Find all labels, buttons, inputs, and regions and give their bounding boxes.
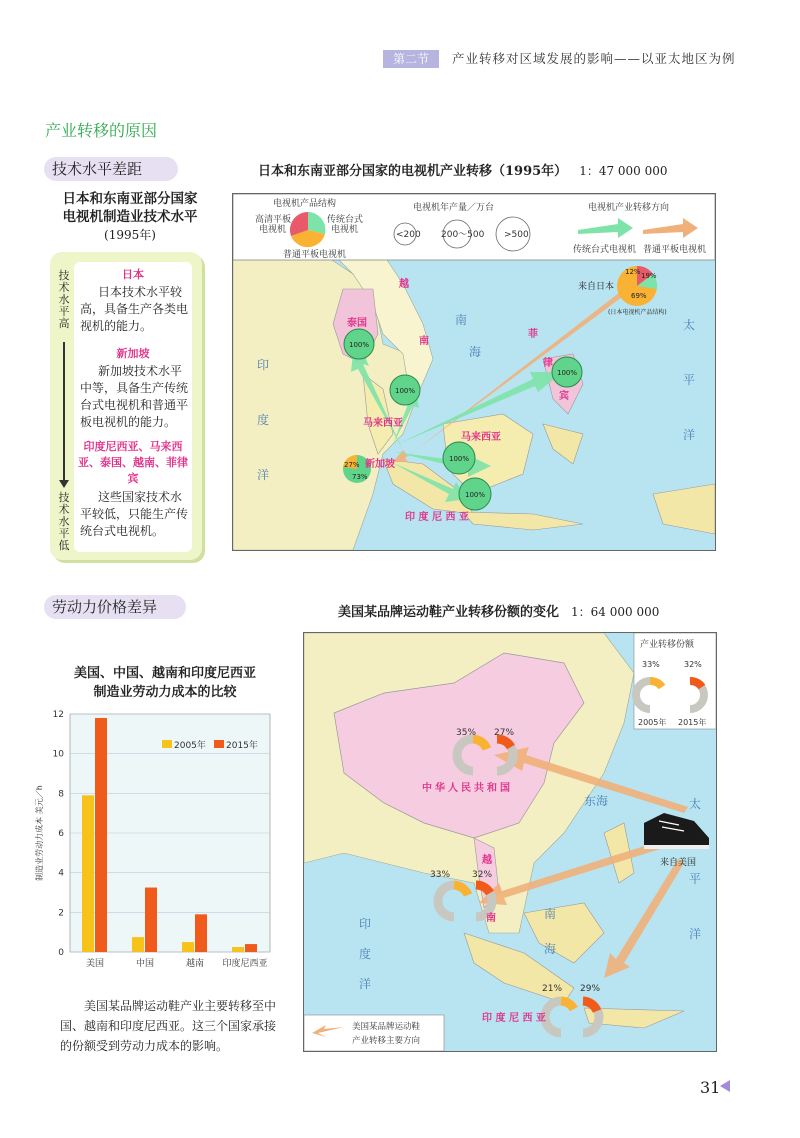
- south-sea-label-2: 海: [469, 345, 482, 359]
- shoe-map-svg: [304, 633, 716, 1051]
- tv-map-title: 日本和东南亚部分国家的电视机产业转移（1995年） 1：47 000 000: [258, 164, 668, 179]
- chart-xtick-label: 越南: [185, 959, 205, 969]
- from-usa-label: 来自美国: [660, 858, 697, 868]
- indonesia-label-2: 印 度 尼 西 亚: [482, 1013, 546, 1024]
- axis-low-label: 技术水平低: [58, 491, 70, 552]
- japan-pct-3: 69%: [631, 292, 647, 300]
- vietnam-label: 越: [399, 279, 409, 290]
- singapore-pct-2: 73%: [352, 473, 368, 481]
- axis-arrow-icon: [59, 480, 69, 488]
- malaysia-label: 马来西亚: [363, 418, 403, 429]
- indonesia-land-2: [524, 903, 604, 963]
- indian-ocean-2a: 印: [359, 917, 372, 931]
- share-legend-year-2005: 2005年: [638, 718, 667, 727]
- chart-xtick-label: 美国: [85, 959, 105, 969]
- vietnam-label-b: 南: [486, 913, 496, 924]
- chart-bar: [145, 888, 157, 952]
- tech-title-line1: 日本和东南亚部分国家: [62, 191, 198, 207]
- shoe-map-title: 美国某品牌运动鞋产业转移份额的变化 1：64 000 000: [338, 605, 660, 620]
- axis-line: [63, 342, 65, 482]
- china-pct-2005: 35%: [456, 728, 477, 738]
- labor-cost-chart: [30, 708, 275, 976]
- vietnam-label-2: 南: [419, 336, 429, 347]
- share-legend-title: 产业转移份额: [640, 640, 695, 650]
- chart-ytick-label: 8: [58, 789, 64, 800]
- chart-legend-label: 2015年: [226, 741, 258, 751]
- chart-bar: [82, 795, 94, 952]
- share-legend-pct-2005: 33%: [642, 660, 660, 669]
- pacific-2b: 平: [689, 872, 702, 886]
- pacific-1: 太: [683, 318, 696, 332]
- indian-ocean-2b: 度: [359, 947, 372, 961]
- block-others-heading: 印度尼西亚、马来西亚、泰国、越南、菲律宾: [78, 440, 188, 485]
- philippines-label-2: 律: [543, 358, 553, 369]
- chart-legend-swatch: [162, 740, 172, 748]
- legend-size-large-label: >500: [504, 230, 529, 240]
- labor-chart-title-1: 美国、中国、越南和印度尼西亚: [73, 666, 256, 681]
- labor-chart-svg: [30, 708, 275, 976]
- legend-size-small-label: <200: [396, 230, 421, 240]
- malaysia-label-2: 马来西亚: [461, 432, 501, 443]
- philippines-label: 菲: [528, 329, 538, 340]
- thailand-pct: 100%: [349, 341, 370, 349]
- chart-ytick-label: 2: [58, 908, 64, 919]
- legend-hd-flat: 高清平板: [255, 215, 292, 225]
- labor-chart-title-2: 制造业劳动力成本的比较: [93, 685, 237, 700]
- chart-legend-swatch: [214, 740, 224, 748]
- thailand-label: 泰国: [347, 318, 367, 329]
- indian-ocean-2: 度: [257, 413, 270, 427]
- share-legend-pct-2015: 32%: [684, 660, 702, 669]
- japan-pct-2: 19%: [641, 272, 657, 280]
- legend-size-mid-label: 200～500: [441, 230, 485, 240]
- legend-traditional-2: 电视机: [331, 225, 359, 235]
- chart-bar: [95, 718, 107, 952]
- east-sea-label: 东海: [584, 794, 609, 808]
- chart-ytick-label: 12: [52, 710, 64, 720]
- page-marker-icon: [720, 1080, 730, 1092]
- vietnam-pct-2015: 32%: [472, 870, 493, 880]
- chart-ytick-label: 10: [52, 749, 64, 760]
- tv-map-svg: [233, 194, 715, 550]
- legend-hd-flat-2: 电视机: [259, 225, 287, 235]
- china-pct-2015: 27%: [494, 728, 515, 738]
- labor-caption: 美国某品牌运动鞋产业主要转移至中国、越南和印度尼西亚。这三个国家承接的份额受到劳动力成本的影响。: [60, 999, 277, 1053]
- south-sea-label-2b: 海: [544, 942, 557, 956]
- topic-pill-technology: 技术水平差距: [44, 157, 178, 181]
- topic-pill-labor: 劳动力价格差异: [44, 595, 186, 619]
- chart-bar: [132, 937, 144, 952]
- chart-bar: [182, 942, 194, 952]
- from-japan-label: 来自日本: [578, 282, 615, 292]
- indonesia-pct-2015: 29%: [580, 984, 601, 994]
- legend-dir-normal-flat: 普通平板电视机: [643, 245, 707, 255]
- indian-ocean-2c: 洋: [359, 977, 372, 991]
- section-heading: 产业转移的原因: [45, 121, 158, 140]
- legend-normal-flat: 普通平板电视机: [283, 250, 347, 260]
- singapore-pct-1: 27%: [344, 461, 360, 469]
- japan-pct-1: 12%: [625, 268, 641, 276]
- new-guinea-land: [653, 484, 715, 534]
- indonesia-label: 印 度 尼 西 亚: [405, 512, 469, 523]
- tech-title-year: (1995年): [104, 228, 156, 242]
- block-japan-heading: 日本: [122, 268, 144, 281]
- section-tag: 第二节: [383, 50, 439, 68]
- tv-map-scale: 1：47 000 000: [579, 164, 668, 178]
- chart-xtick-label: 印度尼西亚: [222, 959, 268, 969]
- block-others-text: 这些国家技术水平较低，只能生产传统台式电视机。: [80, 490, 189, 538]
- malaysia-pct: 100%: [395, 387, 416, 395]
- share-legend-year-2015: 2015年: [678, 718, 707, 727]
- java-land: [463, 512, 583, 530]
- japan-note: (日本电视机产品结构): [608, 309, 667, 316]
- axis-high-label: 技术水平高: [58, 269, 70, 330]
- philippines-pct: 100%: [557, 369, 578, 377]
- legend-dir-traditional: 传统台式电视机: [573, 245, 637, 255]
- south-sea-label-2a: 南: [544, 907, 557, 921]
- legend-structure-title: 电视机产品结构: [273, 199, 337, 209]
- sulawesi-land: [543, 424, 583, 464]
- arrow-usa-to-indonesia: [604, 859, 684, 978]
- chapter-title: 产业转移对区域发展的影响——以亚太地区为例: [452, 51, 736, 66]
- block-singapore-heading: 新加坡: [116, 347, 150, 360]
- chart-ytick-label: 0: [58, 948, 64, 958]
- chart-ylabel: 制造业劳动力成本 美元／h: [35, 785, 44, 881]
- vietnam-label-a: 越: [482, 855, 492, 866]
- shoe-map-scale: 1：64 000 000: [571, 605, 660, 619]
- pacific-2c: 洋: [689, 927, 702, 941]
- shoe-arrow-legend-2: 产业转移主要方向: [352, 1036, 421, 1046]
- singapore-label: 新加坡: [365, 459, 395, 470]
- shoe-arrow-legend-1: 美国某品牌运动鞋: [352, 1022, 421, 1032]
- shoe-industry-map: [303, 632, 717, 1052]
- indonesia-pct: 100%: [465, 491, 486, 499]
- chart-bar: [195, 914, 207, 952]
- pacific-2: 平: [683, 373, 696, 387]
- block-singapore-text: 新加坡技术水平中等，具备生产传统台式电视机和普通平板电视机的能力。: [80, 364, 189, 429]
- indian-ocean-3: 洋: [257, 468, 270, 482]
- malaysia-east-pct: 100%: [449, 455, 470, 463]
- shoe-icon: [644, 813, 709, 849]
- legend-direction-title: 电视机产业转移方向: [588, 203, 670, 213]
- chart-ytick-label: 4: [58, 868, 64, 879]
- chart-bar: [245, 944, 257, 952]
- tech-level-panel: [50, 252, 202, 560]
- pacific-2a: 太: [689, 797, 702, 811]
- chart-bar: [232, 947, 244, 952]
- tech-level-content: [74, 262, 192, 552]
- philippines-label-3: 宾: [559, 391, 569, 402]
- vietnam-pct-2005: 33%: [430, 870, 451, 880]
- legend-traditional: 传统台式: [327, 215, 364, 225]
- chart-legend-label: 2005年: [174, 741, 206, 751]
- labor-chart-title: [40, 664, 290, 702]
- legend-structure-pie: [290, 212, 325, 247]
- block-japan-text: 日本技术水平较高，具备生产各类电视机的能力。: [80, 285, 189, 333]
- south-sea-label: 南: [455, 313, 468, 327]
- tech-level-title: [40, 190, 220, 244]
- tv-industry-map: [232, 193, 716, 551]
- indonesia-pct-2005: 21%: [542, 984, 563, 994]
- indian-ocean-1: 印: [257, 358, 270, 372]
- tech-title-line2: 电视机制造业技术水平: [62, 209, 198, 225]
- page-number: 31: [700, 1078, 721, 1097]
- chart-ytick-label: 6: [58, 829, 64, 839]
- chart-xtick-label: 中国: [135, 959, 155, 969]
- china-label: 中华人民共和国: [422, 783, 513, 794]
- legend-output-title: 电视机年产量／万台: [413, 203, 495, 213]
- pacific-3: 洋: [683, 428, 696, 442]
